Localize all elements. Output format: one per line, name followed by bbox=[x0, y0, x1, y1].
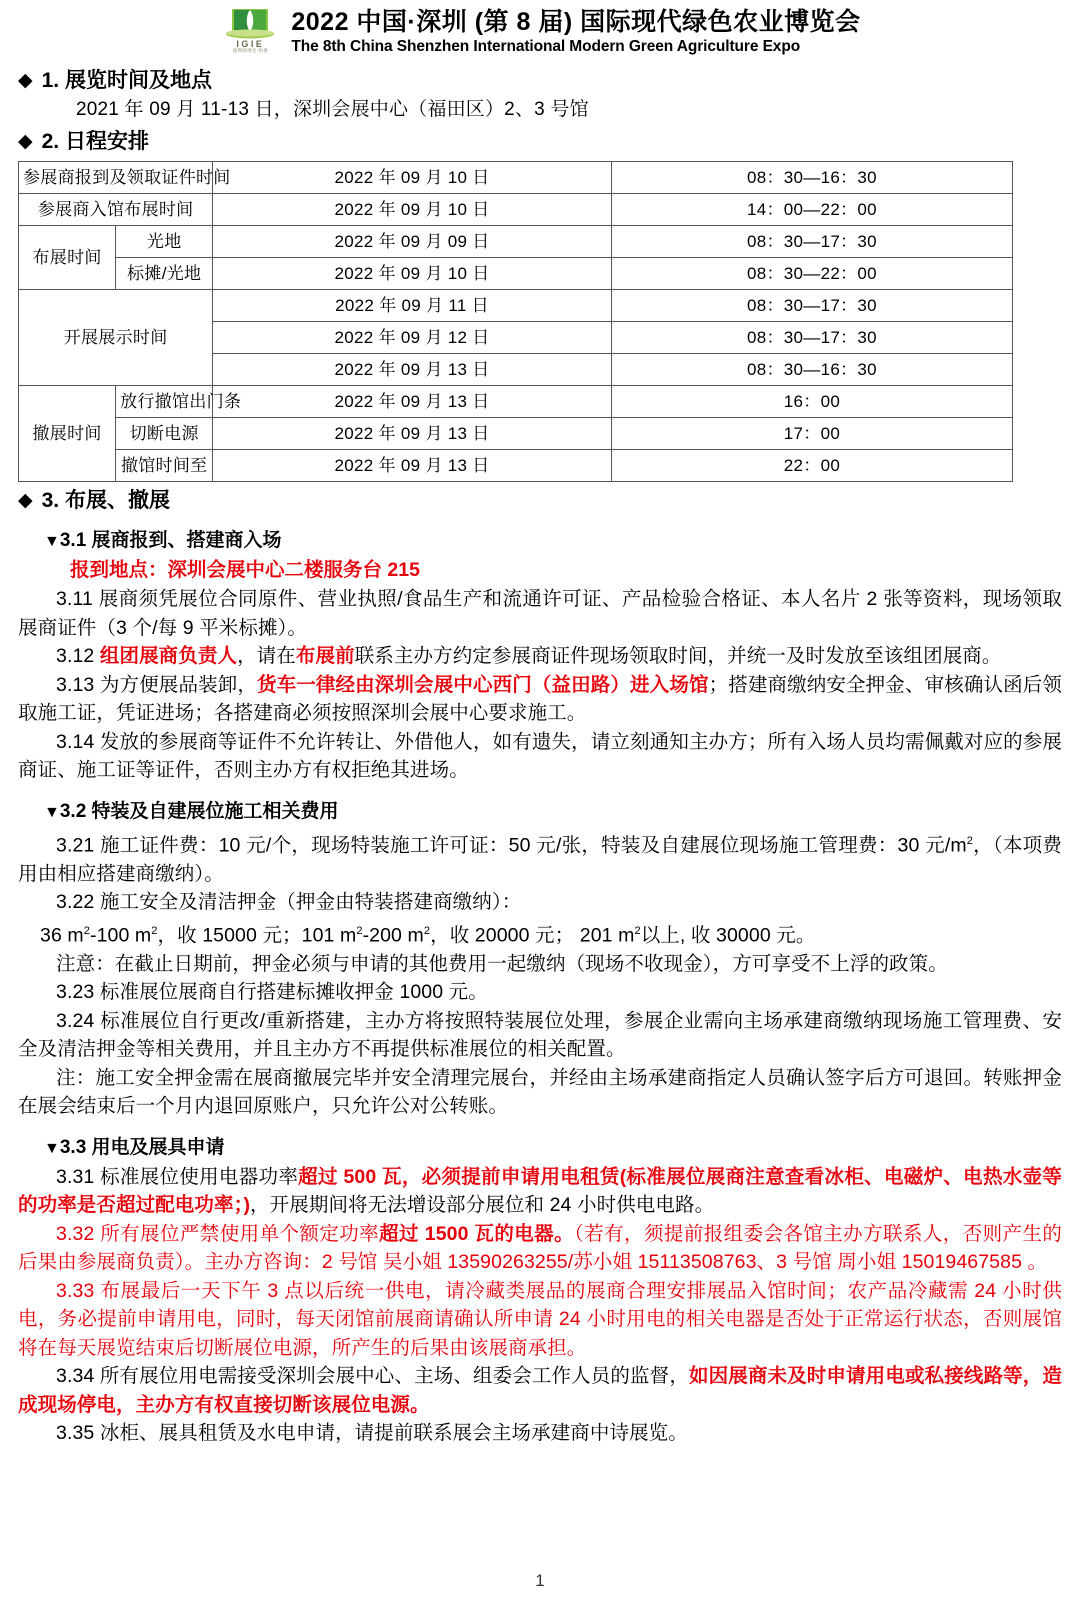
p312-part-a: 3.12 bbox=[56, 645, 100, 667]
cell-date: 2022 年 09 月 10 日 bbox=[213, 162, 612, 194]
p331-highlight: 超过 500 瓦，必须提前申请用电租赁(标准展位展商注意查看冰柜、电磁炉、电热水壶等的功率是否超过配电功率；) bbox=[18, 1165, 1062, 1216]
table-row bbox=[19, 226, 1013, 258]
logo-leaf-book-icon bbox=[224, 9, 276, 39]
triangle-bullet-icon: ▼ bbox=[44, 803, 60, 821]
table-row bbox=[19, 418, 1013, 450]
report-location: 报到地点：深圳会展中心二楼服务台 215 bbox=[70, 559, 420, 581]
cell-time: 08：30—22：00 bbox=[611, 258, 1012, 290]
p313-part-a: 3.13 为方便展品装卸， bbox=[56, 673, 257, 696]
table-row bbox=[19, 258, 1013, 290]
p332-highlight: 超过 1500 瓦的电器。 bbox=[379, 1222, 575, 1245]
paragraph-3-12 bbox=[18, 642, 1062, 671]
section-2-heading-text: 2. 日程安排 bbox=[41, 130, 149, 153]
paragraph-3-22-fees bbox=[18, 917, 1062, 950]
cell-label: 参展商报到及领取证件时间 bbox=[19, 162, 213, 194]
cell-sublabel: 标摊/光地 bbox=[116, 258, 213, 290]
cell-time: 14：00—22：00 bbox=[611, 194, 1012, 226]
document-header bbox=[18, 6, 1062, 62]
fee-c: ，收 15000 元；101 m bbox=[157, 924, 357, 946]
paragraph-3-24: 3.24 标准展位自行更改/重新搭建，主办方将按照特装展位处理，参展企业需向主场承建商缴纳现场施工管理费、安全及清洁押金等相关费用，并且主办方不再提供标准展位的相关配置。 bbox=[18, 1009, 1062, 1060]
cell-label: 参展商入馆布展时间 bbox=[19, 194, 213, 226]
p312-highlight-1: 组团展商负责人 bbox=[99, 645, 238, 667]
section-3-3-heading bbox=[44, 1135, 1062, 1161]
fee-sup-5: 2 bbox=[634, 924, 641, 937]
p332-part-c: （若有，须提前报组委会各馆主办方联系人，否则产生的后果由参展商负责）。主办方咨询：2 号馆 吴小姐 13590263255/苏小姐 15113508763、3 号馆 周小姐 15019467585 。 bbox=[18, 1222, 1063, 1273]
cell-date: 2022 年 09 月 13 日 bbox=[213, 450, 612, 482]
cell-time: 08：30—16：30 bbox=[611, 162, 1012, 194]
cell-date: 2022 年 09 月 10 日 bbox=[213, 258, 612, 290]
section-3-heading bbox=[18, 487, 1062, 514]
paragraph-3-22: 3.22 施工安全及清洁押金（押金由特装搭建商缴纳）： bbox=[56, 891, 522, 913]
diamond-bullet-icon: ◆ bbox=[18, 131, 33, 152]
p321-superscript: 2 bbox=[966, 834, 973, 847]
p312-highlight-2: 布展前 bbox=[295, 645, 355, 667]
section-3-heading-text: 3. 布展、撤展 bbox=[41, 489, 170, 512]
p321-part-a: 3.21 施工证件费：10 元/个，现场特装施工许可证：50 元/张，特装及自建展位现场施工管理费：30 元/m bbox=[56, 834, 967, 856]
cell-date: 2022 年 09 月 12 日 bbox=[213, 322, 612, 354]
fee-sup-3: 2 bbox=[356, 924, 363, 937]
expo-title-chinese: 2022 中国·深圳 (第 8 届) 国际现代绿色农业博览会 bbox=[291, 8, 861, 36]
p313-part-b: ；搭建商缴纳安全押金、审核确认函后领取施工证，凭证进场；各搭建商必须按照深圳会展中心要求施工。 bbox=[18, 673, 1062, 724]
p312-part-b: ，请在 bbox=[237, 645, 296, 667]
section-3-1-heading-text: 3.1 展商报到、搭建商入场 bbox=[59, 530, 282, 551]
paragraph-3-33: 3.33 布展最后一天下午 3 点以后统一供电，请冷藏类展品的展商合理安排展品入馆时间；农产品冷藏需 24 小时供电，务必提前申请用电，同时，每天闭馆前展商请确认所申请 24 小时用电的相关电器是否处于正常运行状态，否则展馆将在每天展览结束后切断展位电源，所产生的后果由该展商承担。 bbox=[18, 1279, 1062, 1359]
p312-part-c: 联系主办方约定参展商证件现场领取时间，并统一及时发放至该组团展商。 bbox=[354, 645, 1002, 667]
p321-part-b: ，（本项费用由相应搭建商缴纳）。 bbox=[18, 834, 1062, 885]
schedule-table bbox=[18, 161, 1013, 482]
page-number: 1 bbox=[535, 1571, 545, 1590]
table-row bbox=[19, 386, 1013, 418]
cell-sublabel: 撤馆时间至 bbox=[116, 450, 213, 482]
cell-sublabel: 放行撤馆出门条 bbox=[116, 386, 213, 418]
section-3-1-heading bbox=[44, 528, 1062, 554]
fee-f: 以上, 收 30000 元。 bbox=[640, 924, 816, 946]
p331-part-c: ，开展期间将无法增设部分展位和 24 小时供电电路。 bbox=[250, 1194, 715, 1216]
section-1-heading-text: 1. 展览时间及地点 bbox=[41, 69, 212, 92]
cell-time: 08：30—16：30 bbox=[611, 354, 1012, 386]
cell-date: 2022 年 09 月 13 日 bbox=[213, 418, 612, 450]
cell-date: 2022 年 09 月 10 日 bbox=[213, 194, 612, 226]
cell-sublabel: 光地 bbox=[116, 226, 213, 258]
section-3-2-heading-text: 3.2 特装及自建展位施工相关费用 bbox=[59, 800, 339, 822]
paragraph-3-24-note: 注：施工安全押金需在展商撤展完毕并安全清理完展台，并经由主场承建商指定人员确认签字后方可退回。转账押金在展会结束后一个月内退回原账户，只允许公对公转账。 bbox=[18, 1066, 1062, 1117]
paragraph-3-34 bbox=[18, 1362, 1062, 1419]
paragraph-3-11: 3.11 展商须凭展位合同原件、营业执照/食品生产和流通许可证、产品检验合格证、本人名片 2 张等资料，现场领取展商证件（3 个/每 9 平米标摊）。 bbox=[18, 588, 1062, 639]
table-row bbox=[19, 450, 1013, 482]
igie-logo bbox=[219, 9, 281, 55]
table-row bbox=[19, 290, 1013, 322]
header-titles bbox=[291, 8, 860, 56]
section-1-content: 2021 年 09 月 11-13 日，深圳会展中心（福田区）2、3 号馆 bbox=[76, 99, 589, 120]
cell-time: 16：00 bbox=[611, 386, 1012, 418]
paragraph-3-23: 3.23 标准展位展商自行搭建标摊收押金 1000 元。 bbox=[56, 981, 488, 1003]
cell-time: 17：00 bbox=[611, 418, 1012, 450]
paragraph-3-35: 3.35 冰柜、展具租赁及水电申请，请提前联系展会主场承建商中诗展览。 bbox=[56, 1422, 688, 1444]
cell-time: 08：30—17：30 bbox=[611, 290, 1012, 322]
diamond-bullet-icon: ◆ bbox=[18, 490, 33, 511]
paragraph-3-14: 3.14 发放的参展商等证件不允许转让、外借他人，如有遗失，请立刻通知主办方；所有入场人员均需佩戴对应的参展商证、施工证等证件，否则主办方有权拒绝其进场。 bbox=[18, 730, 1062, 781]
paragraph-3-21 bbox=[18, 827, 1062, 889]
cell-date: 2022 年 09 月 13 日 bbox=[213, 354, 612, 386]
paragraph-3-13 bbox=[18, 671, 1062, 728]
logo-subtitle: 深圳绿博会·组委 bbox=[232, 48, 269, 53]
fee-sup-1: 2 bbox=[83, 924, 90, 937]
section-2-heading bbox=[18, 128, 1062, 155]
p331-part-a: 3.31 标准展位使用电器功率 bbox=[56, 1165, 299, 1188]
p313-highlight: 货车一律经由深圳会展中心西门（益田路）进入场馆 bbox=[256, 673, 709, 696]
cell-group-label: 布展时间 bbox=[19, 226, 116, 290]
cell-date: 2022 年 09 月 11 日 bbox=[213, 290, 612, 322]
table-row bbox=[19, 162, 1013, 194]
expo-title-english: The 8th China Shenzhen International Modern Green Agriculture Expo bbox=[291, 38, 801, 55]
table-row bbox=[19, 194, 1013, 226]
fee-e: ，收 20000 元； 201 m bbox=[430, 924, 635, 946]
cell-time: 08：30—17：30 bbox=[611, 322, 1012, 354]
section-3-2-heading bbox=[44, 799, 1062, 825]
logo-wordmark: IGIE bbox=[236, 39, 265, 49]
paragraph-3-32 bbox=[18, 1220, 1062, 1277]
p332-part-a: 3.32 所有展位严禁使用单个额定功率 bbox=[56, 1222, 380, 1245]
triangle-bullet-icon: ▼ bbox=[44, 1139, 60, 1157]
section-1-heading bbox=[18, 67, 1062, 94]
cell-date: 2022 年 09 月 13 日 bbox=[213, 386, 612, 418]
fee-sup-2: 2 bbox=[151, 924, 158, 937]
triangle-bullet-icon: ▼ bbox=[44, 533, 60, 550]
cell-time: 22：00 bbox=[611, 450, 1012, 482]
fee-b: -100 m bbox=[89, 924, 152, 946]
paragraph-3-31 bbox=[18, 1163, 1062, 1220]
paragraph-3-22-note: 注意：在截止日期前，押金必须与申请的其他费用一起缴纳（现场不收现金），方可享受不上浮的政策。 bbox=[56, 952, 948, 975]
section-3-3-heading-text: 3.3 用电及展具申请 bbox=[59, 1136, 225, 1158]
fee-sup-4: 2 bbox=[423, 924, 431, 937]
fee-a: 36 m bbox=[40, 924, 84, 946]
fee-d: -200 m bbox=[362, 924, 424, 946]
cell-group-label: 撤展时间 bbox=[19, 386, 116, 482]
cell-date: 2022 年 09 月 09 日 bbox=[213, 226, 612, 258]
cell-time: 08：30—17：30 bbox=[611, 226, 1012, 258]
p334-part-a: 3.34 所有展位用电需接受深圳会展中心、主场、组委会工作人员的监督， bbox=[56, 1365, 689, 1387]
diamond-bullet-icon: ◆ bbox=[18, 70, 33, 91]
cell-sublabel: 切断电源 bbox=[116, 418, 213, 450]
cell-group-label: 开展展示时间 bbox=[19, 290, 213, 386]
p334-highlight: 如因展商未及时申请用电或私接线路等，造成现场停电，主办方有权直接切断该展位电源。 bbox=[18, 1365, 1063, 1416]
